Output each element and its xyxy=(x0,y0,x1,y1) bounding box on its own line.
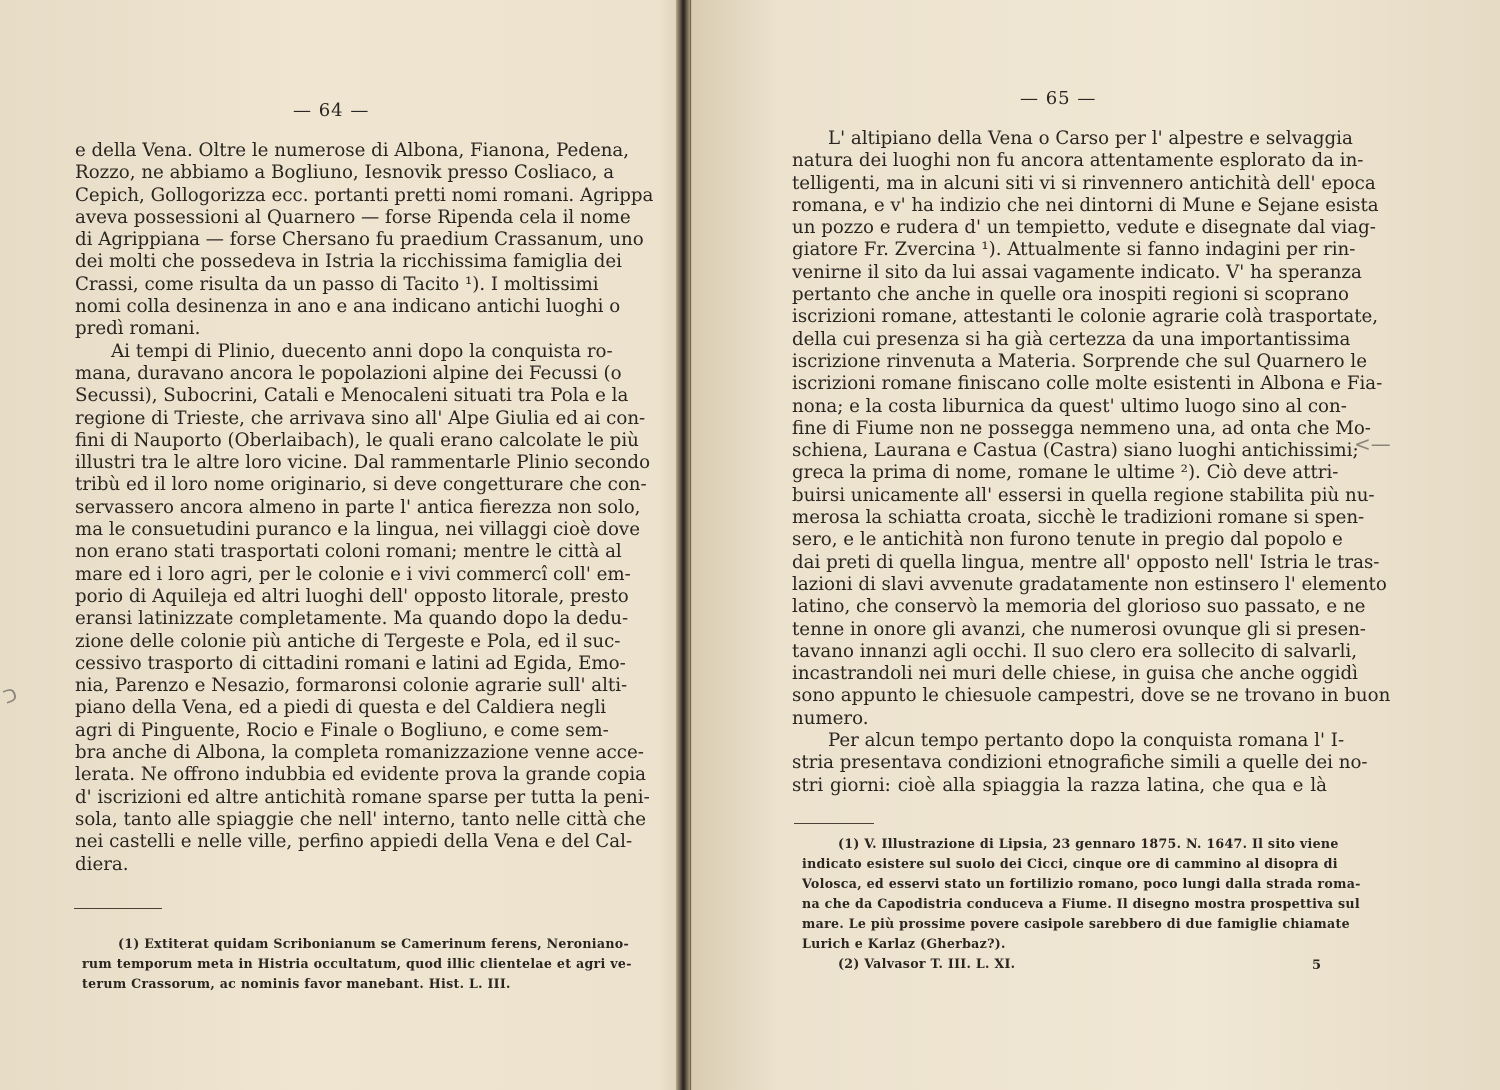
body-line: schiena, Laurana e Castua (Castra) siano luoghi antichissimi; xyxy=(792,440,1359,462)
body-line: mana, duravano ancora le popolazioni alpine dei Fecussi (o xyxy=(75,362,622,384)
body-line: greca la prima di nome, romane le ultime ²). Ciò deve attri- xyxy=(792,462,1339,484)
body-line: tenne in onore gli avanzi, che numerosi ovunque gli si presen- xyxy=(792,618,1366,640)
signature-number: 5 xyxy=(1312,958,1322,973)
body-line: servassero ancora almeno in parte l' antica fierezza non solo, xyxy=(75,496,641,518)
left-body-text xyxy=(75,140,654,876)
body-line: fine di Fiume non ne possegga nemmeno una, ad onta che Mo- xyxy=(792,417,1371,439)
body-line: e della Vena. Oltre le numerose di Albona, Fianona, Pedena, xyxy=(75,140,630,161)
page-number-64: — 64 — xyxy=(293,100,370,121)
body-line: non erano stati trasportati coloni romani; mentre le città al xyxy=(75,541,622,563)
body-line: di Agrippiana — forse Chersano fu praedium Crassanum, uno xyxy=(75,229,644,251)
footnote-line: (1) Extiterat quidam Scribonianum se Camerinum ferens, Neroniano- xyxy=(118,936,630,951)
body-line: cessivo trasporto di cittadini romani e latini ad Egida, Emo- xyxy=(75,652,626,674)
body-line: pertanto che anche in quelle ora inospiti regioni si scoprano xyxy=(792,284,1349,306)
body-line: stri giorni: cioè alla spiaggia la razza latina, che qua e là xyxy=(792,774,1327,796)
footnote-line: mare. Le più prossime povere casipole sarebbero di due famiglie chiamate xyxy=(802,916,1350,931)
body-line: Ai tempi di Plinio, duecento anni dopo la conquista ro- xyxy=(111,340,613,362)
body-line: Cepich, Gollogorizza ecc. portanti pretti nomi romani. Agrippa xyxy=(75,184,654,206)
body-line: fini di Nauporto (Oberlaibach), le quali erano calcolate le più xyxy=(75,429,639,451)
body-line: Per alcun tempo pertanto dopo la conquista romana l' I- xyxy=(828,730,1345,752)
body-line: giatore Fr. Zvercina ¹). Attualmente si fanno indagini per rin- xyxy=(792,239,1356,261)
body-line: nona; e la costa liburnica da quest' ultimo luogo sino al con- xyxy=(792,395,1347,417)
body-line: latino, che conservò la memoria del glorioso suo passato, e ne xyxy=(792,596,1366,618)
handwritten-arrow-mark: <— xyxy=(1354,432,1391,456)
footnote-rule-left xyxy=(74,908,162,909)
right-footnotes xyxy=(802,834,1361,974)
body-line: zione delle colonie più antiche di Tergeste e Pola, ed il suc- xyxy=(75,630,621,652)
body-line: illustri tra le altre loro vicine. Dal rammentarle Plinio secondo xyxy=(75,452,651,474)
body-line: nei castelli e nelle ville, perfino appiedi della Vena e del Cal- xyxy=(75,831,633,853)
body-line: sero, e le antichità non furono tenute in pregio dal popolo e xyxy=(792,529,1343,551)
body-line: lerata. Ne offrono indubbia ed evidente prova la grande copia xyxy=(75,764,647,786)
body-line: mare ed i loro agri, per le colonie e i vivi commercî coll' em- xyxy=(75,563,631,585)
body-line: romana, e v' ha indizio che nei dintorni di Mune e Sejane esista xyxy=(792,194,1379,216)
left-page xyxy=(0,0,680,1090)
body-line: diera. xyxy=(75,853,129,875)
body-line: Crassi, come risulta da un passo di Tacito ¹). I moltissimi xyxy=(75,273,599,295)
left-footnotes xyxy=(82,934,632,994)
body-line: Secussi), Subocrini, Catali e Menocaleni situati tra Pola e la xyxy=(75,385,629,407)
body-line: tavano innanzi agli occhi. Il suo clero era sollecito di salvarli, xyxy=(792,640,1358,662)
footnote-line: Lurich e Karlaz (Gherbaz?). xyxy=(802,936,1006,951)
body-line: agri di Pinguente, Rocio e Finale o Bogliuno, e come sem- xyxy=(75,719,609,741)
right-body-text xyxy=(792,128,1391,797)
body-line: venirne il sito da lui assai vagamente indicato. V' ha speranza xyxy=(792,261,1362,283)
right-page xyxy=(690,0,1500,1090)
body-line: iscrizione rinvenuta a Materia. Sorprende che sul Quarnero le xyxy=(792,350,1367,372)
footnote-line: (2) Valvasor T. III. L. XI. xyxy=(838,956,1016,971)
footnote-line: terum Crassorum, ac nominis favor manebant. Hist. L. III. xyxy=(82,976,511,991)
body-line: nia, Parenzo e Nesazio, formaronsi colonie agrarie sull' alti- xyxy=(75,675,628,697)
body-line: telligenti, ma in alcuni siti vi si rinvennero antichità dell' epoca xyxy=(792,172,1376,194)
body-line: predì romani. xyxy=(75,318,201,340)
footnote-rule-right xyxy=(794,823,874,824)
body-line: numero. xyxy=(792,707,869,729)
body-line: porio di Aquileja ed altri luoghi dell' opposto litorale, presto xyxy=(75,585,629,607)
page-number-65: — 65 — xyxy=(1020,88,1097,109)
body-line: nomi colla desinenza in ano e ana indicano antichi luoghi o xyxy=(75,296,621,318)
body-line: lazioni di slavi avvenute gradatamente non estinsero l' elemento xyxy=(792,573,1387,595)
body-line: bra anche di Albona, la completa romanizzazione venne acce- xyxy=(75,742,644,764)
body-line: un pozzo e rudera d' un tempietto, vedute e disegnate dal viag- xyxy=(792,217,1376,239)
footnote-line: indicato esistere sul suolo dei Cicci, cinque ore di cammino al disopra di xyxy=(802,856,1338,871)
body-line: iscrizioni romane, attestanti le colonie agrarie colà trasportate, xyxy=(792,306,1379,328)
footnote-line: na che da Capodistria conduceva a Fiume. Il disegno mostra prospettiva sul xyxy=(802,896,1360,911)
body-line: iscrizioni romane finiscano colle molte esistenti in Albona e Fia- xyxy=(792,373,1383,395)
body-line: sono appunto le chiesuole campestri, dove se ne trovano in buon xyxy=(792,685,1391,707)
body-line: natura dei luoghi non fu ancora attentamente esplorato da in- xyxy=(792,150,1364,172)
body-line: della cui presenza si ha già certezza da una importantissima xyxy=(792,328,1351,350)
body-line: aveva possessioni al Quarnero — forse Ripenda cela il nome xyxy=(75,206,631,228)
footnote-line: (1) V. Illustrazione di Lipsia, 23 gennaro 1875. N. 1647. Il sito viene xyxy=(838,836,1339,851)
body-line: dei molti che possedeva in Istria la ricchissima famiglia dei xyxy=(75,251,622,273)
body-line: piano della Vena, ed a piedi di questa e del Caldiera negli xyxy=(75,697,607,719)
body-line: L' altipiano della Vena o Carso per l' alpestre e selvaggia xyxy=(828,128,1353,149)
footnote-line: Volosca, ed esservi stato un fortilizio romano, poco lungi dalla strada roma- xyxy=(802,876,1361,891)
footnote-line: rum temporum meta in Histria occultatum, quod illic clientelae et agri ve- xyxy=(82,956,632,971)
body-line: merosa la schiatta croata, sicchè le tradizioni romane si spen- xyxy=(792,507,1365,529)
body-line: tribù ed il loro nome originario, si deve congetturare che con- xyxy=(75,474,647,496)
body-line: regione di Trieste, che arrivava sino all' Alpe Giulia ed ai con- xyxy=(75,407,646,429)
body-line: incastrandoli nei muri delle chiese, in guisa che anche oggidì xyxy=(792,663,1358,685)
body-line: Rozzo, ne abbiamo a Bogliuno, Iesnovik presso Cosliaco, a xyxy=(75,162,615,184)
body-line: dai preti di quella lingua, mentre all' opposto nell' Istria le tras- xyxy=(792,551,1380,573)
body-line: sola, tanto alle spiaggie che nell' interno, tanto nelle città che xyxy=(75,808,647,830)
body-line: eransi latinizzate completamente. Ma quando dopo la dedu- xyxy=(75,608,629,630)
handwritten-margin-mark: ᑐ xyxy=(0,684,21,709)
body-line: ma le consuetudini puranco e la lingua, nei villaggi cioè dove xyxy=(75,519,640,541)
body-line: stria presentava condizioni etnografiche simili a quelle dei no- xyxy=(792,752,1368,774)
body-line: buirsi unicamente all' essersi in quella regione stabilita più nu- xyxy=(792,484,1375,506)
body-line: d' iscrizioni ed altre antichità romane sparse per tutta la peni- xyxy=(75,786,650,808)
